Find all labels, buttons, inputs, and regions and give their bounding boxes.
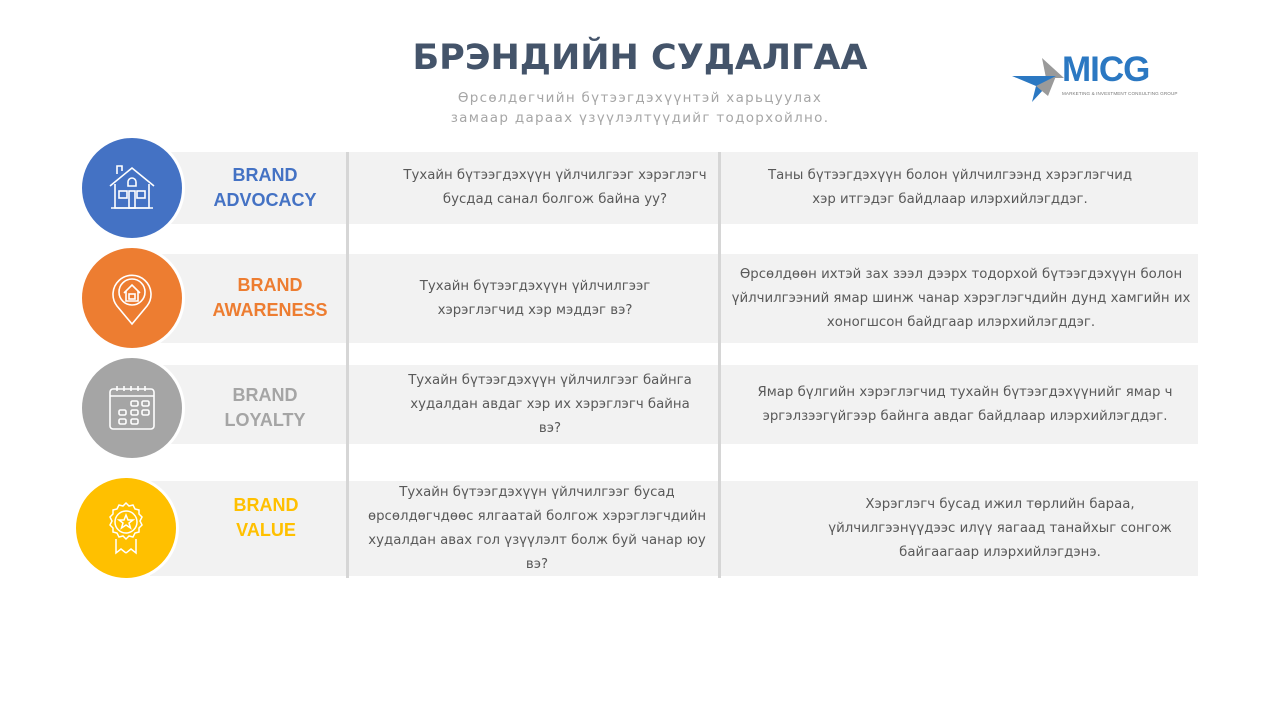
page-title: БРЭНДИЙН СУДАЛГАА (412, 38, 868, 78)
logo-wordmark: MICG (1062, 50, 1150, 89)
star-swoosh-icon (1012, 56, 1064, 104)
column-divider-1 (346, 152, 349, 578)
subtitle-line-2: замаар дараах үзүүлэлтүүдийг тодорхойлно. (450, 110, 830, 126)
calendar-icon (107, 384, 157, 432)
logo-tagline: MARKETING & INVESTMENT CONSULTING GROUP (1062, 91, 1178, 96)
page-subtitle (430, 88, 850, 128)
awareness-question: Тухайн бүтээгдэхүүн үйлчилгээг хэрэглэгчид хэр мэддэг вэ? (419, 278, 651, 318)
advocacy-label: BRAND ADVOCACY (213, 165, 317, 210)
value-description: Хэрэглэгч бусад ижил төрлийн бараа, үйлчилгээнүүдээс илүү яагаад танайхыг сонгож байгаагаар илэрхийлэгдэнэ. (828, 496, 1172, 560)
awareness-icon-circle (79, 245, 185, 351)
award-badge-icon (103, 501, 149, 555)
advocacy-description: Таны бүтээгдэхүүн болон үйлчилгээнд хэрэглэгчид хэр итгэдэг байдлаар илэрхийлэгддэг. (767, 168, 1133, 207)
location-pin-house-icon (107, 268, 157, 328)
loyalty-icon-circle (79, 355, 185, 461)
advocacy-question: Тухайн бүтээгдэхүүн үйлчилгээг хэрэглэгч бусдад санал болгож байна уу? (403, 168, 707, 207)
awareness-label: BRAND AWARENESS (212, 275, 328, 320)
column-divider-2 (718, 152, 721, 578)
loyalty-description: Ямар бүлгийн хэрэглэгчид тухайн бүтээгдэхүүнийг ямар ч эргэлзээгүйгээр байнга авдаг байдлаар илэрхийлэгддэг. (757, 384, 1173, 424)
value-question: Тухайн бүтээгдэхүүн үйлчилгээг бусад өрсөлдөгчдөөс ялгаатай болгож хэрэглэгчдийн худалдан авах гол үзүүлэлт болж буй чанар юу вэ? (367, 484, 707, 572)
house-icon (106, 162, 158, 214)
value-icon-circle (73, 475, 179, 581)
subtitle-line-1: Өрсөлдөгчийн бүтээгдэхүүнтэй харьцуулах (457, 90, 823, 106)
advocacy-icon-circle (79, 135, 185, 241)
loyalty-label: BRAND LOYALTY (224, 385, 306, 430)
loyalty-question: Тухайн бүтээгдэхүүн үйлчилгээг байнга худалдан авдаг хэр их хэрэглэгч байна вэ? (408, 372, 692, 436)
value-label: BRAND VALUE (233, 495, 299, 540)
awareness-description: Өрсөлдөөн ихтэй зах зээл дээрх тодорхой бүтээгдэхүүн болон үйлчилгээний ямар шинж чанар хэрэглэгчдийн дунд хамгийн их хоногшсон байдгаар илэрхийлэгддэг. (731, 266, 1191, 330)
micg-logo (1012, 50, 1192, 102)
